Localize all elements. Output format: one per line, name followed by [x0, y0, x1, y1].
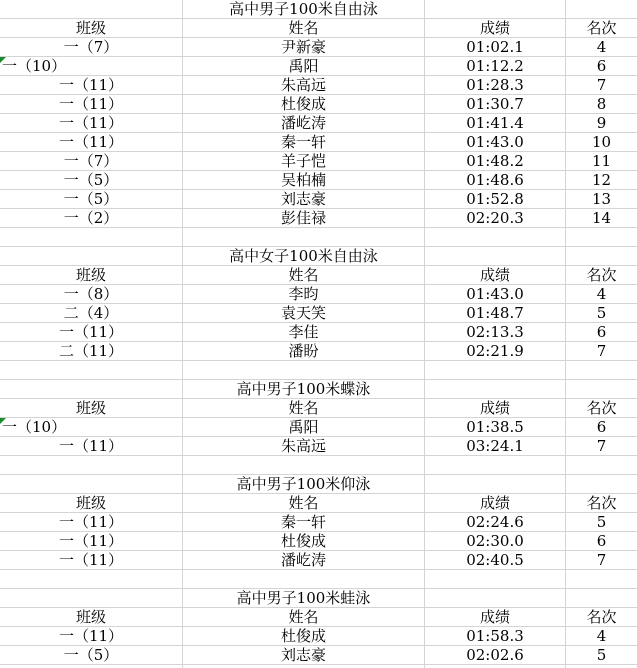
cell-name[interactable]: 杜俊成	[280, 627, 326, 645]
cell-class[interactable]: 一（8）	[63, 285, 119, 303]
table-row	[0, 152, 637, 171]
cell-name[interactable]: 刘志豪	[280, 646, 326, 664]
cell-name[interactable]: 潘屹涛	[280, 551, 326, 569]
cell-time[interactable]: 01:38.5	[466, 418, 524, 436]
cell-class[interactable]: 一（11）	[58, 323, 124, 341]
cell-time[interactable]: 01:02.1	[466, 38, 524, 56]
cell-rank[interactable]: 10	[591, 133, 612, 151]
header-name[interactable]: 姓名	[288, 19, 319, 37]
cell-time[interactable]: 01:28.3	[466, 76, 524, 94]
section-title[interactable]: 高中女子100米自由泳	[229, 247, 378, 265]
table-row	[0, 646, 637, 665]
cell-class[interactable]: 一（11）	[58, 437, 124, 455]
cell-time[interactable]: 01:43.0	[466, 285, 524, 303]
header-name[interactable]: 姓名	[288, 266, 319, 284]
cell-rank[interactable]: 11	[591, 152, 612, 170]
header-class[interactable]: 班级	[75, 494, 106, 512]
table-row	[0, 304, 637, 323]
cell-class[interactable]: 一（11）	[58, 133, 124, 151]
cell-name[interactable]: 彭佳禄	[280, 209, 326, 227]
section-title[interactable]: 高中男子100米蛙泳	[236, 589, 371, 607]
blank-row	[0, 456, 637, 475]
table-row	[0, 418, 637, 437]
cell-time[interactable]: 01:48.6	[466, 171, 524, 189]
header-rank[interactable]: 名次	[586, 19, 617, 37]
section-title-row	[0, 475, 637, 494]
cell-rank[interactable]: 7	[596, 551, 607, 569]
cell-time[interactable]: 03:24.1	[466, 437, 524, 455]
cell-rank[interactable]: 4	[596, 627, 607, 645]
header-class[interactable]: 班级	[75, 608, 106, 626]
cell-rank[interactable]: 12	[591, 171, 612, 189]
blank-row	[0, 570, 637, 589]
section-title[interactable]: 高中男子100米仰泳	[236, 475, 371, 493]
header-class[interactable]: 班级	[75, 19, 106, 37]
cell-name[interactable]: 秦一轩	[280, 133, 326, 151]
table-row	[0, 38, 637, 57]
cell-time[interactable]: 01:12.2	[466, 57, 524, 75]
header-name[interactable]: 姓名	[288, 494, 319, 512]
cell-rank[interactable]: 13	[591, 190, 612, 208]
cell-rank[interactable]: 6	[596, 418, 607, 436]
blank-row	[0, 361, 637, 380]
table-row	[0, 114, 637, 133]
cell-class[interactable]: 一（11）	[58, 114, 124, 132]
cell-time[interactable]: 01:48.2	[466, 152, 524, 170]
cell-class[interactable]: 一（11）	[58, 551, 124, 569]
cell-time[interactable]: 01:30.7	[466, 95, 524, 113]
table-row	[0, 323, 637, 342]
table-row	[0, 437, 637, 456]
cell-class[interactable]: 一（7）	[63, 38, 119, 56]
cell-class[interactable]: 一（11）	[58, 627, 124, 645]
cell-name[interactable]: 李佳	[288, 323, 319, 341]
cell-rank[interactable]: 6	[596, 532, 607, 550]
header-time[interactable]: 成绩	[479, 494, 510, 512]
cell-class[interactable]: 一（5）	[63, 646, 119, 664]
cell-name[interactable]: 杜俊成	[280, 95, 326, 113]
cell-class[interactable]: 一（10）	[2, 418, 67, 436]
cell-class[interactable]: 一（11）	[58, 95, 124, 113]
table-row	[0, 209, 637, 228]
table-row	[0, 285, 637, 304]
section-title-row	[0, 380, 637, 399]
header-rank[interactable]: 名次	[586, 399, 617, 417]
cell-rank[interactable]: 5	[596, 646, 607, 664]
cell-class[interactable]: 二（4）	[63, 304, 119, 322]
cell-time[interactable]: 01:58.3	[466, 627, 524, 645]
cell-rank[interactable]: 14	[591, 209, 612, 227]
cell-name[interactable]: 李昀	[288, 285, 319, 303]
cell-time[interactable]: 01:41.4	[466, 114, 524, 132]
header-row	[0, 608, 637, 627]
cell-rank[interactable]: 7	[596, 76, 607, 94]
cell-name[interactable]: 刘志豪	[280, 190, 326, 208]
section-title-row	[0, 589, 637, 608]
header-name[interactable]: 姓名	[288, 608, 319, 626]
header-class[interactable]: 班级	[75, 266, 106, 284]
table-row	[0, 76, 637, 95]
table-row	[0, 627, 637, 646]
header-row	[0, 494, 637, 513]
header-time[interactable]: 成绩	[479, 266, 510, 284]
cell-time[interactable]: 02:20.3	[466, 209, 524, 227]
cell-name[interactable]: 禹阳	[288, 57, 319, 75]
section-title-row	[0, 247, 637, 266]
header-class[interactable]: 班级	[75, 399, 106, 417]
cell-rank[interactable]: 7	[596, 342, 607, 360]
cell-time[interactable]: 02:21.9	[466, 342, 524, 360]
cell-rank[interactable]: 8	[596, 95, 607, 113]
cell-time[interactable]: 02:02.6	[466, 646, 524, 664]
table-row	[0, 513, 637, 532]
cell-rank[interactable]: 4	[596, 285, 607, 303]
section-title-row	[0, 0, 637, 19]
cell-time[interactable]: 02:40.5	[466, 551, 524, 569]
cell-name[interactable]: 潘屹涛	[280, 114, 326, 132]
cell-time[interactable]: 02:13.3	[466, 323, 524, 341]
table-row	[0, 342, 637, 361]
cell-name[interactable]: 袁天笑	[280, 304, 326, 322]
header-row	[0, 266, 637, 285]
cell-class[interactable]: 一（10）	[2, 57, 67, 75]
header-rank[interactable]: 名次	[586, 608, 617, 626]
header-time[interactable]: 成绩	[479, 19, 510, 37]
cell-time[interactable]: 02:30.0	[466, 532, 524, 550]
cell-rank[interactable]: 6	[596, 323, 607, 341]
table-row	[0, 133, 637, 152]
cell-class[interactable]: 一（7）	[63, 152, 119, 170]
cell-name[interactable]: 朱高远	[280, 76, 326, 94]
header-time[interactable]: 成绩	[479, 608, 510, 626]
header-name[interactable]: 姓名	[288, 399, 319, 417]
cell-class[interactable]: 一（11）	[58, 532, 124, 550]
cell-name[interactable]: 禹阳	[288, 418, 319, 436]
header-rank[interactable]: 名次	[586, 266, 617, 284]
cell-name[interactable]: 潘盼	[288, 342, 319, 360]
cell-name[interactable]: 吴柏楠	[280, 171, 326, 189]
cell-time[interactable]: 01:48.7	[466, 304, 524, 322]
cell-name[interactable]: 朱高远	[280, 437, 326, 455]
table-row	[0, 57, 637, 76]
section-title[interactable]: 高中男子100米蝶泳	[236, 380, 371, 398]
cell-rank[interactable]: 9	[596, 114, 607, 132]
cell-class[interactable]: 二（11）	[58, 342, 124, 360]
header-time[interactable]: 成绩	[479, 399, 510, 417]
cell-rank[interactable]: 5	[596, 513, 607, 531]
cell-rank[interactable]: 5	[596, 304, 607, 322]
table-row	[0, 95, 637, 114]
cell-time[interactable]: 01:43.0	[466, 133, 524, 151]
table-row	[0, 532, 637, 551]
header-row	[0, 399, 637, 418]
cell-rank[interactable]: 4	[596, 38, 607, 56]
cell-time[interactable]: 02:24.6	[466, 513, 524, 531]
cell-name[interactable]: 杜俊成	[280, 532, 326, 550]
blank-row	[0, 228, 637, 247]
cell-class[interactable]: 一（2）	[63, 209, 119, 227]
cell-class[interactable]: 一（11）	[58, 513, 124, 531]
section-title[interactable]: 高中男子100米自由泳	[229, 0, 378, 18]
cell-class[interactable]: 一（5）	[63, 190, 119, 208]
cell-name[interactable]: 尹新豪	[280, 38, 326, 56]
header-row	[0, 19, 637, 38]
cell-time[interactable]: 01:52.8	[466, 190, 524, 208]
header-rank[interactable]: 名次	[586, 494, 617, 512]
table-row	[0, 551, 637, 570]
table-row	[0, 190, 637, 209]
cell-rank[interactable]: 7	[596, 437, 607, 455]
cell-rank[interactable]: 6	[596, 57, 607, 75]
cell-class[interactable]: 一（5）	[63, 171, 119, 189]
cell-class[interactable]: 一（11）	[58, 76, 124, 94]
cell-name[interactable]: 羊子恺	[280, 152, 326, 170]
cell-name[interactable]: 秦一轩	[280, 513, 326, 531]
table-row	[0, 171, 637, 190]
